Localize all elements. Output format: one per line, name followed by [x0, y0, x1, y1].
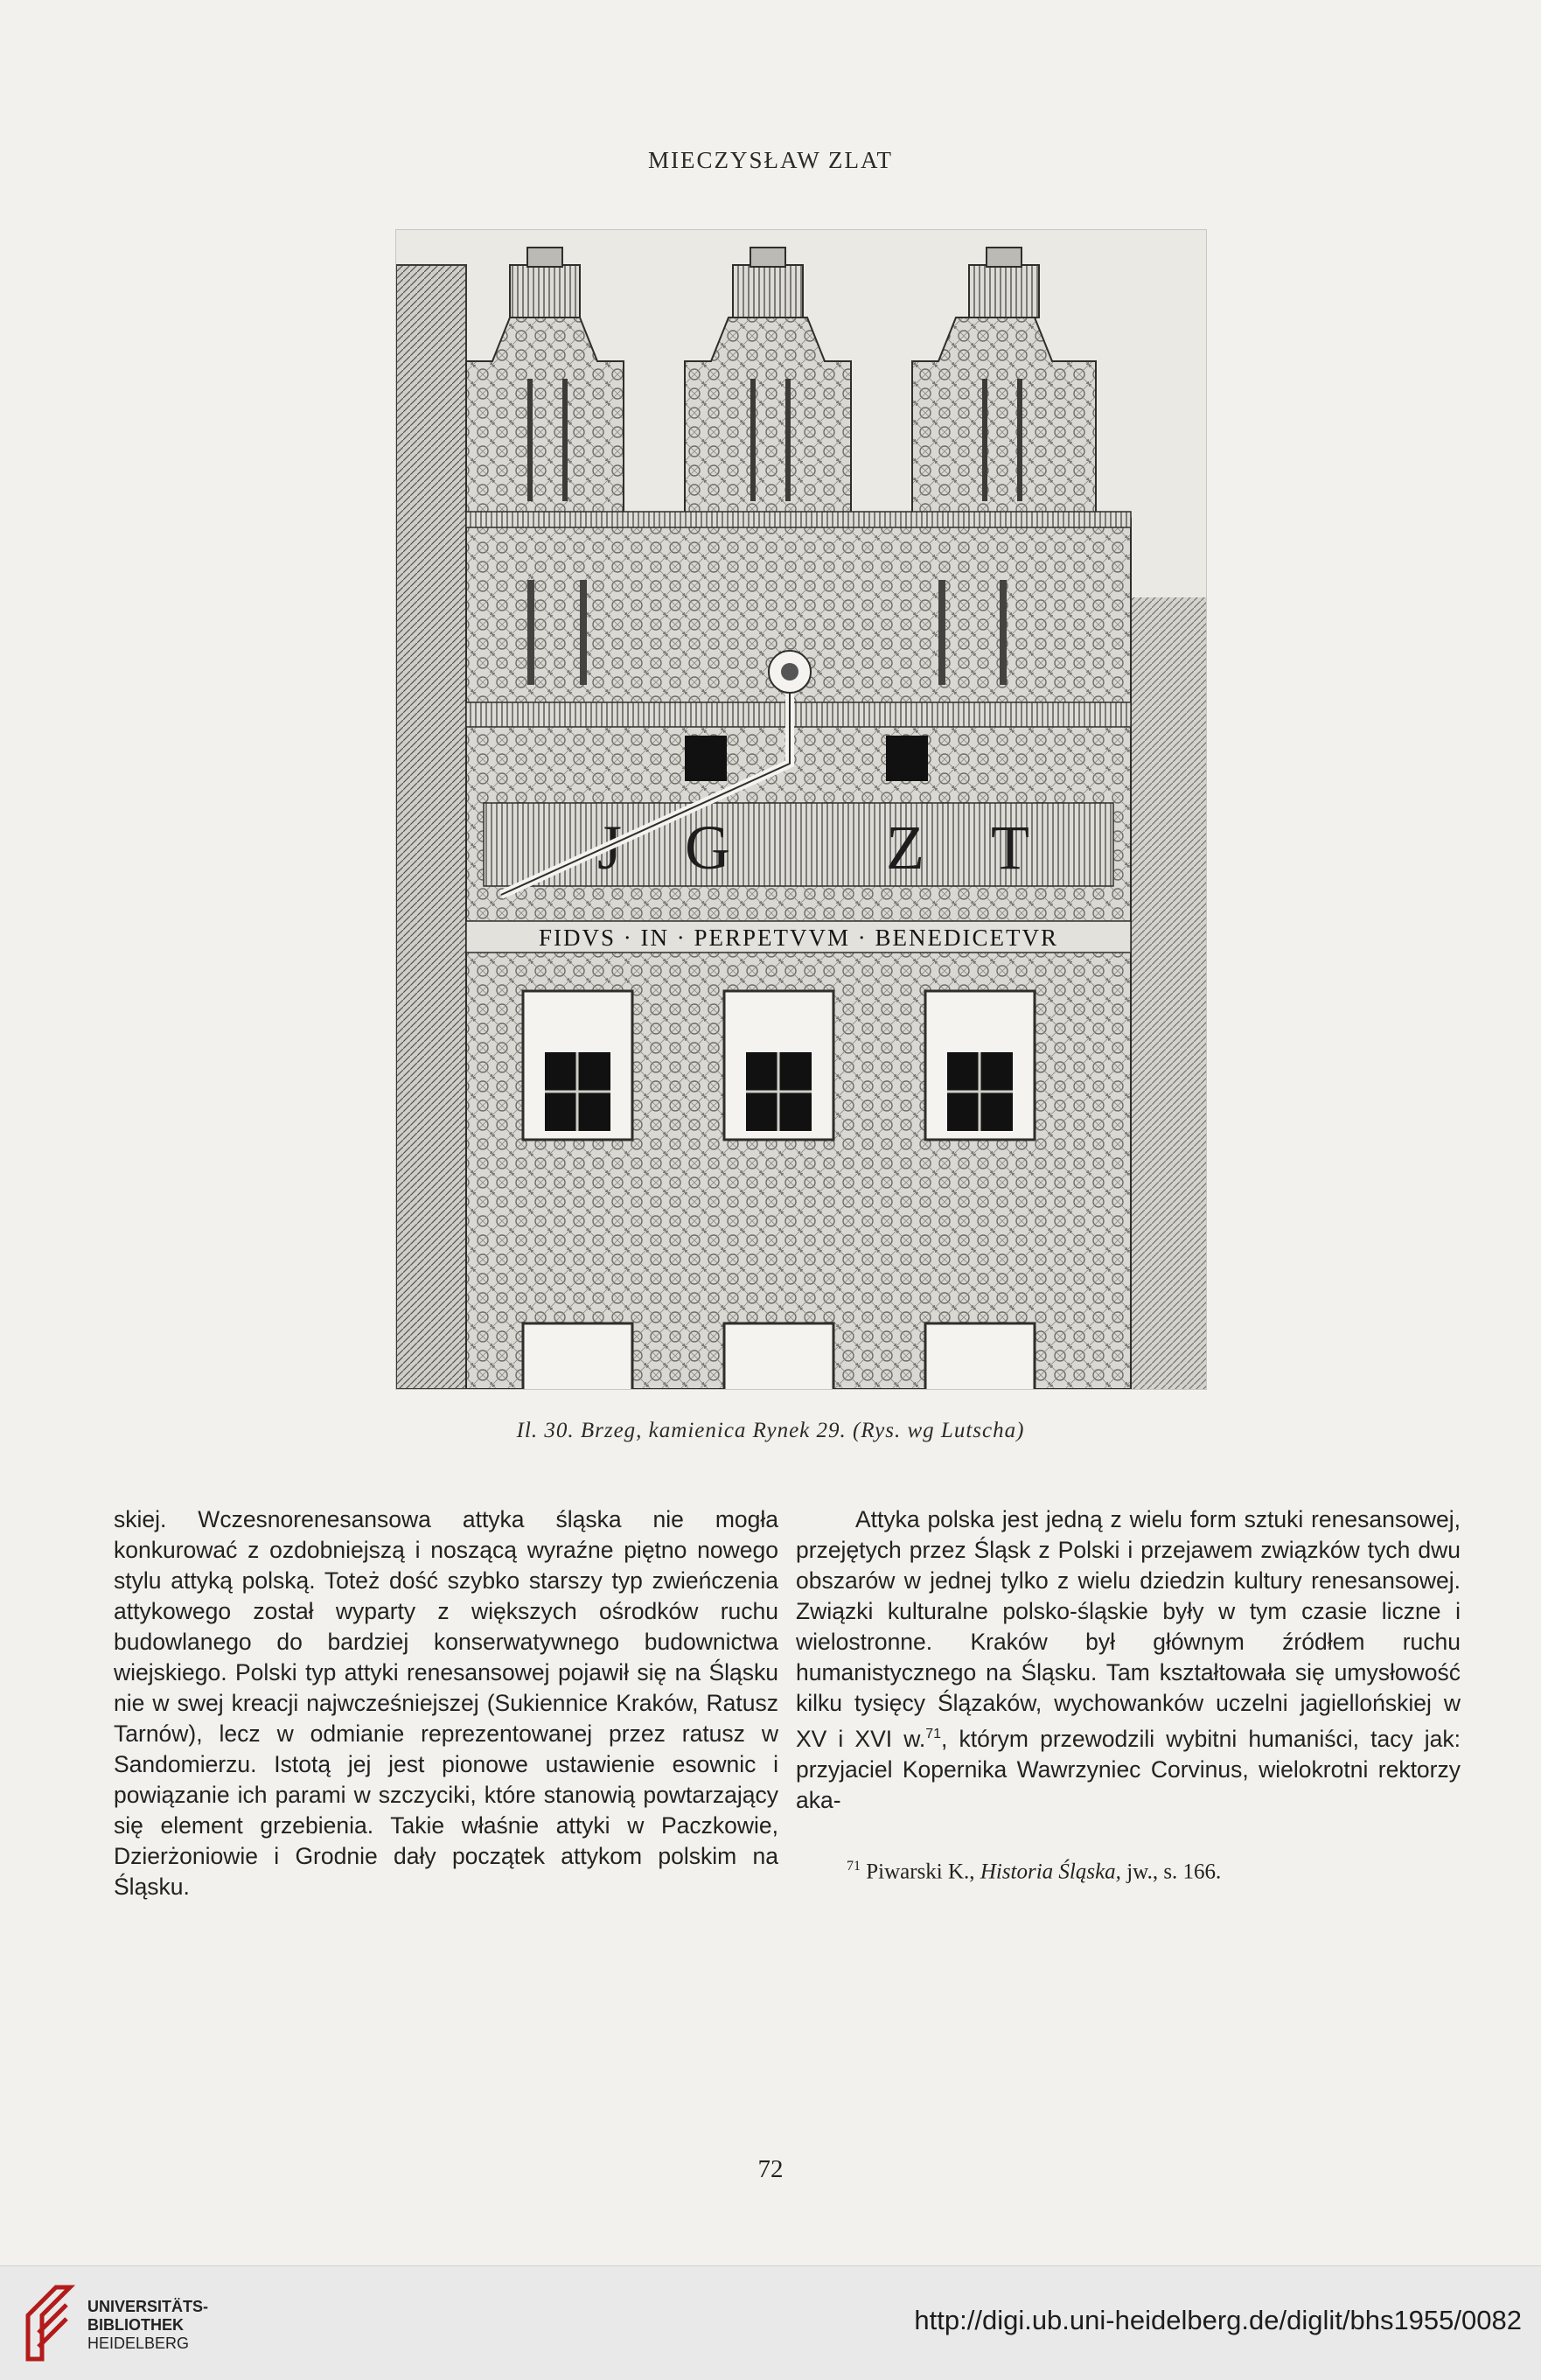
footnote-author: Piwarski K.,: [866, 1860, 980, 1884]
library-name-line: UNIVERSITÄTS-: [87, 2298, 209, 2315]
gable-letter: Z: [886, 813, 924, 883]
paragraph-text: , którym przewodzili wybitni humaniści, tacy jak: przyjaciel Kopernika Wawrzyniec Corvinus, wielokrotni rektorzy aka-: [796, 1725, 1461, 1813]
library-name: [87, 2298, 208, 2353]
paragraph: [796, 1504, 1461, 1816]
facade-inscription: FIDVS · IN · PERPETVVM · BENEDICETVR: [539, 925, 1058, 951]
footnote-reference: 71: [925, 1727, 942, 1741]
library-footer: [0, 2265, 1541, 2380]
paragraph: skiej. Wczesnorenesansowa attyka śląska nie mogła konkurować z ozdobniejszą i noszącą wyraźne piętno nowego stylu attyką polską. Toteż dość szybko starszy typ zwieńczenia attykowego został wyparty z większych ośrodków ruchu budowlanego do bardziej konserwatywnego budownictwa wiejskiego. Polski typ attyki renesansowej pojawił się na Śląsku nie w swej kreacji najwcześniejszej (Sukiennice Kraków, Ratusz Tarnów), lecz w odmianie reprezentowanej przez ratusz w Sandomierzu. Istotą jej jest pionowe ustawienie esownic i powiązanie ich parami w szczyciki, które stanowią powtarzający się element grzebienia. Takie właśnie attyki w Paczkowie, Dzierżoniowie i Grodnie dały początek attykom polskim na Śląsku.: [114, 1506, 778, 1900]
facade-illustration: [396, 230, 1206, 1389]
library-logo-icon: [21, 2280, 77, 2364]
running-head: MIECZYSŁAW ZLAT: [647, 147, 894, 173]
figure-caption: Il. 30. Brzeg, kamienica Rynek 29. (Rys. wg Lutscha): [516, 1419, 1025, 1442]
footnote-number: 71: [847, 1858, 861, 1874]
library-name-line: BIBLIOTHEK: [87, 2316, 184, 2334]
gable-letter: T: [991, 813, 1029, 883]
paragraph-text: Attyka polska jest jedną z wielu form sztuki renesansowej, przejętych przez Śląsk z Polski i przejawem związków tych dwu obszarów w jednej tylko z wielu dziedzin kultury renesansowej. Związki kulturalne polsko-śląskie były w tym czasie liczne i wielostronne. Kraków był głównym źródłem ruchu humanistycznego na Śląsku. Tam kształtowała się umysłowość kilku tysięcy Ślązaków, wychowanków uczelni jagiellońskiej w XV i XVI w.: [796, 1506, 1461, 1752]
gable-letter: J: [597, 813, 623, 883]
text-column-left: [114, 1504, 778, 1902]
text-column-right: [796, 1504, 1461, 1887]
page-number: 72: [757, 2155, 784, 2183]
footnote-rest: jw., s. 166.: [1120, 1860, 1222, 1884]
permalink-url[interactable]: http://digi.ub.uni-heidelberg.de/diglit/bhs1955/0082: [914, 2305, 1522, 2335]
footnote-title: Historia Śląska,: [980, 1860, 1121, 1884]
footnote: [796, 1851, 1461, 1887]
figure-facade-drawing: [395, 229, 1207, 1390]
library-name-line: HEIDELBERG: [87, 2335, 190, 2352]
gable-letter: G: [685, 813, 730, 883]
